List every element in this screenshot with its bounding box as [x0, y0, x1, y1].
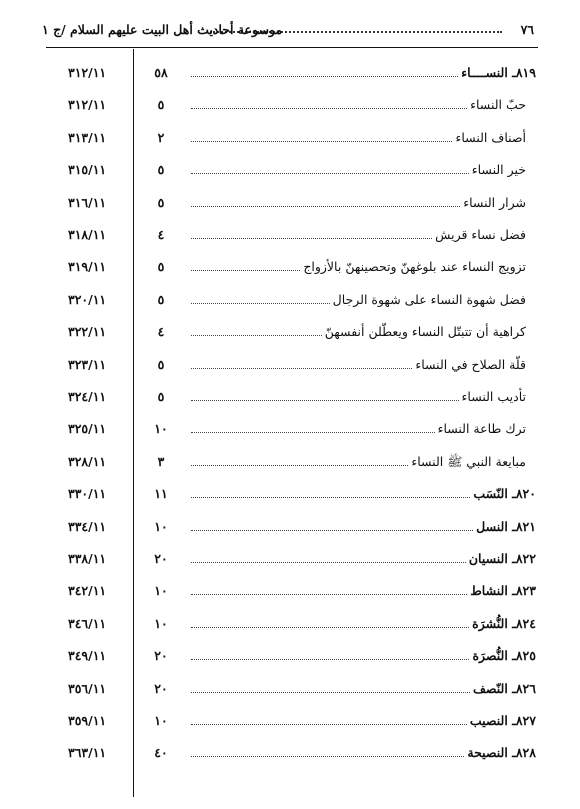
index-entry-sub — [46, 95, 538, 119]
entry-title: تأديب النساء — [459, 387, 526, 407]
entry-reference: ٣٢٣/١١ — [68, 357, 107, 372]
index-entry-sub — [46, 419, 538, 443]
entry-reference: ٣٢٥/١١ — [68, 421, 107, 436]
entry-reference: ٣٢٨/١١ — [68, 454, 107, 469]
leader-dots — [191, 76, 460, 77]
entry-title: مبايعة النبي ﷺ النساء — [408, 452, 526, 472]
entry-count: ٥ — [157, 97, 165, 112]
entry-title: فضل نساء قريش — [432, 225, 526, 245]
entry-count: ١٠ — [154, 713, 168, 728]
entry-reference: ٣٥٦/١١ — [68, 681, 107, 696]
leader-dots — [191, 206, 462, 207]
index-entry-sub — [46, 387, 538, 411]
entry-reference: ٣١٦/١١ — [68, 195, 107, 210]
leader-dots — [191, 692, 472, 693]
entry-title: ٨٢٨ـ النصيحة — [464, 743, 536, 763]
index-entry-main — [46, 614, 538, 638]
leader-dots — [191, 724, 469, 725]
index-entry-sub — [46, 355, 538, 379]
leader-dots — [191, 303, 332, 304]
entry-reference: ٣٢٠/١١ — [68, 292, 107, 307]
entry-count: ١١ — [154, 486, 168, 501]
entry-count: ١٠ — [154, 616, 168, 631]
index-entry-sub — [46, 128, 538, 152]
entry-title: أصناف النساء — [453, 128, 527, 148]
leader-dots — [191, 659, 471, 660]
entry-reference: ٣١٨/١١ — [68, 227, 107, 242]
entry-count: ٥ — [157, 195, 165, 210]
leader-dots — [191, 335, 324, 336]
entry-title: ٨٢٧ـ النصيب — [467, 711, 536, 731]
entry-reference: ٣٥٩/١١ — [68, 713, 107, 728]
entry-count: ٢٠ — [154, 551, 168, 566]
index-entry-sub — [46, 452, 538, 476]
index-entry-main — [46, 711, 538, 735]
entry-count: ٥ — [157, 389, 165, 404]
entry-reference: ٣٤٩/١١ — [68, 648, 107, 663]
header-rule — [46, 47, 538, 48]
entry-reference: ٣١٣/١١ — [68, 130, 107, 145]
leader-dots — [191, 756, 466, 757]
entry-count: ٥ — [157, 292, 165, 307]
entry-reference: ٣٢٢/١١ — [68, 324, 107, 339]
index-entry-main — [46, 63, 538, 87]
entry-title: ٨٢٠ـ النّسَب — [470, 484, 536, 504]
entry-reference: ٣١٢/١١ — [68, 65, 107, 80]
leader-dots — [191, 530, 475, 531]
entry-title: ٨٢٤ـ النُّشرَة — [469, 614, 536, 634]
leader-dots — [191, 465, 410, 466]
entry-reference: ٣٣٤/١١ — [68, 519, 107, 534]
entry-count: ٢٠ — [154, 648, 168, 663]
running-title: موسوعة أحاديث أهل البيت عليهم السلام /ج ١ — [42, 22, 283, 37]
index-entry-sub — [46, 225, 538, 249]
index-entry-sub — [46, 290, 538, 314]
entry-reference: ٣١٩/١١ — [68, 259, 107, 274]
index-entry-main — [46, 484, 538, 508]
leader-dots — [191, 141, 454, 142]
entry-count: ٥ — [157, 259, 165, 274]
leader-dots — [191, 270, 302, 271]
entry-count: ٥ — [157, 162, 165, 177]
entry-title: ٨٢٣ـ النشاط — [467, 581, 536, 601]
entry-reference: ٣٣٠/١١ — [68, 486, 107, 501]
entry-title: ٨٢٥ـ النُّصرَة — [469, 646, 536, 666]
page-header — [42, 22, 538, 42]
entry-count: ١٠ — [154, 583, 168, 598]
index-entry-main — [46, 581, 538, 605]
entry-title: خير النساء — [469, 160, 526, 180]
leader-dots — [191, 238, 434, 239]
entry-reference: ٣٦٣/١١ — [68, 745, 107, 760]
leader-dots — [191, 400, 461, 401]
leader-dots — [191, 562, 468, 563]
entry-title: فضل شهوة النساء على شهوة الرجال — [330, 290, 526, 310]
entry-reference: ٣٤٢/١١ — [68, 583, 107, 598]
entry-reference: ٣٤٦/١١ — [68, 616, 107, 631]
index-entry-sub — [46, 257, 538, 281]
entry-title: ٨١٩ـ النســــاء — [458, 63, 536, 83]
entry-count: ١٠ — [154, 421, 168, 436]
index-entry-main — [46, 549, 538, 573]
entry-title: حبّ النساء — [467, 95, 526, 115]
entry-title: ٨٢٦ـ النّصف — [470, 679, 536, 699]
entry-reference: ٣١٥/١١ — [68, 162, 107, 177]
index-entry-main — [46, 743, 538, 767]
entry-title: ترك طاعة النساء — [435, 419, 526, 439]
entry-title: تزويج النساء عند بلوغهنّ وتحصينهنّ بالأزواج — [300, 257, 526, 277]
entry-title: شرار النساء — [460, 193, 526, 213]
entry-title: قلّة الصلاح في النساء — [412, 355, 526, 375]
entry-count: ٢ — [157, 130, 165, 145]
index-entry-sub — [46, 322, 538, 346]
leader-dots — [191, 173, 471, 174]
index-entry-sub — [46, 160, 538, 184]
entry-reference: ٣١٢/١١ — [68, 97, 107, 112]
entry-count: ٤٠ — [154, 745, 168, 760]
entry-count: ٣ — [157, 454, 165, 469]
leader-dots — [191, 594, 469, 595]
entry-count: ٤ — [157, 227, 165, 242]
leader-dots — [191, 627, 471, 628]
entry-reference: ٣٢٤/١١ — [68, 389, 107, 404]
entry-count: ٢٠ — [154, 681, 168, 696]
entry-reference: ٣٣٨/١١ — [68, 551, 107, 566]
page-number: ٧٦ — [520, 22, 534, 37]
leader-dots — [191, 368, 414, 369]
entry-count: ٥ — [157, 357, 165, 372]
leader-dots — [191, 432, 437, 433]
leader-dots — [191, 108, 469, 109]
entry-title: ٨٢٢ـ النسيان — [466, 549, 536, 569]
entry-count: ٤ — [157, 324, 165, 339]
index-entry-sub — [46, 193, 538, 217]
entry-title: كراهية أن تتبتّل النساء ويعطّلن أنفسهنّ — [322, 322, 526, 342]
entry-title: ٨٢١ـ النسل — [473, 517, 536, 537]
index-entry-main — [46, 646, 538, 670]
index-entry-main — [46, 517, 538, 541]
leader-dots — [191, 497, 472, 498]
entry-count: ١٠ — [154, 519, 168, 534]
index-entry-main — [46, 679, 538, 703]
entry-count: ٥٨ — [154, 65, 168, 80]
